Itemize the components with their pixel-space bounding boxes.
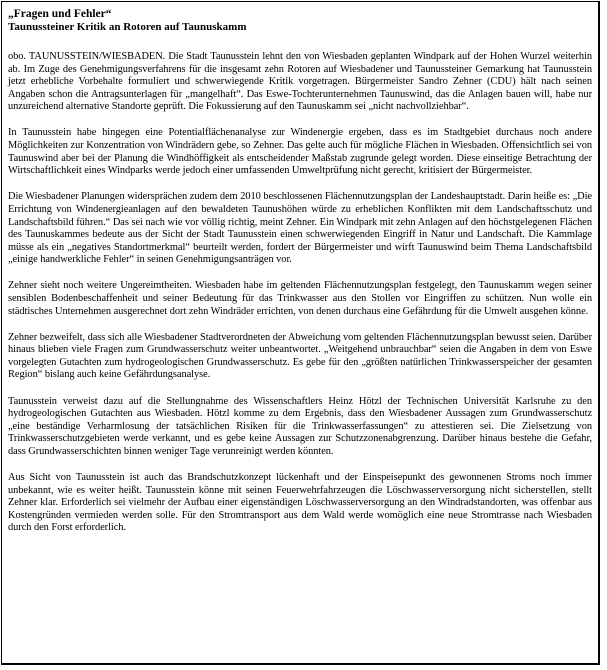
article-paragraph-7: Aus Sicht von Taunusstein ist auch das Brandschutzkonzept lückenhaft und der Einspeisepunkt des gewonnenen Stroms noch immer unbekannt, wie es weiter heißt. Taunusstein könne mit seinen Feuerwehrfahrzeugen die Löschwasserversorgung nicht sicherstellen, stellt Zehner klar. Erforderlich sei vielmehr der Aufbau einer eigenständigen Löschwasserversorgung an den Windradstandorten, was offenbar aus Kostengründen vermieden werden solle. Für den Stromtransport aus dem Wald werde womöglich eine neue Stromtrasse nach Wiesbaden durch den Forst erforderlich. bbox=[8, 472, 592, 534]
article-paragraph-5: Zehner bezweifelt, dass sich alle Wiesbadener Stadtverordneten der Abweichung vom geltenden Flächennutzungsplan bewusst seien. Darüber hinaus blieben viele Fragen zum Grundwasserschutz weiter unbeantwortet. „Weitgehend unbrauchbar“ seien die Angaben in dem von Eswe vorgelegten Gutachten zum hydrogeologischen Grundwasserschutz. Es gebe für den „größten natürlichen Trinkwasserspeicher der gesamten Region“ bislang auch keine Gefährdungsanalyse. bbox=[8, 331, 592, 381]
article-paragraph-6: Taunusstein verweist dazu auf die Stellungnahme des Wissenschaftlers Heinz Hötzl der Technischen Universität Karlsruhe zu den hydrogeologischen Gutachten aus Wiesbaden. Hötzl komme zu dem Ergebnis, dass den Wiesbadener Aussagen zum Grundwasserschutz „eine beständige Verharmlosung der tatsächlichen Risiken für die Trinkwasserfassungen“ zu attestieren sei. Die Zielsetzung von Trinkwasserschutzgebieten werde verkannt, und es gebe keine Aussagen zur Schutzzonenabgrenzung. Darüber hinaus bestehe die Gefahr, dass Grundwasserschichten binnen weniger Tage verunreinigt werden könnten. bbox=[8, 395, 592, 457]
article-paragraph-2: In Taunusstein habe hingegen eine Potentialflächenanalyse zur Windenergie ergeben, dass es im Stadtgebiet durchaus noch andere Möglichkeiten zur Konzentration von Windrädern gebe, so Zehner. Das gelte auch für mögliche Flächen in Wiesbaden. Offensichtlich sei von Taunuswind aber bei der Planung die Windhöffigkeit als entscheidender Maßstab zugrunde gelegt worden. Diese einseitige Betrachtung der Wirtschaftlichkeit eines Windparks werde jedoch einer umfassenden Umweltprüfung nicht gerecht, kritisiert der Bürgermeister. bbox=[8, 127, 592, 177]
article-title: „Fragen und Fehler“ bbox=[8, 8, 112, 20]
article-paragraph-4: Zehner sieht noch weitere Ungereimtheiten. Wiesbaden habe im geltenden Flächennutzungsplan festgelegt, den Taunuskamm wegen seiner sensiblen Bodenbeschaffenheit und seiner Bedeutung für das Trinkwasser aus den Stollen vor Eingriffen zu schützen. Nun wolle ein städtisches Unternehmen ausgerechnet dort zehn Windräder errichten, von denen durchaus eine Gefährdung für die Umwelt ausgehen könne. bbox=[8, 280, 592, 317]
article-paragraph-3: Die Wiesbadener Planungen widersprächen zudem dem 2010 beschlossenen Flächennutzungsplan der Landeshauptstadt. Darin heiße es: „Die Errichtung von Windenergieanlagen auf den bewaldeten Taunushöhen würde zu erheblichen Konflikten mit dem Landschaftsschutz und Landschaftsbild führen.“ Das sei nach wie vor völlig richtig, meint Zehner. Ein Windpark mit zehn Anlagen auf den höchstgelegenen Flächen des Taunuskammes bedeute aus der Sicht der Stadt Taunusstein einen schwerwiegenden Eingriff in Natur und Landschaft. Die Kammlage müsse als ein „negatives Standortmerkmal“ beurteilt werden, fordert der Bürgermeister und wirft Taunuswind beim Thema Landschaftsbild „einige handwerkliche Fehler“ in seinen Genehmigungsanträgen vor. bbox=[8, 191, 592, 266]
article-clipping bbox=[1, 1, 600, 665]
article-subtitle: Taunussteiner Kritik an Rotoren auf Taunuskamm bbox=[8, 21, 247, 33]
article-paragraph-1: obo. TAUNUSSTEIN/WIESBADEN. Die Stadt Taunusstein lehnt den von Wiesbaden geplanten Windpark auf der Hohen Wurzel weiterhin ab. Im Zuge des Genehmigungsverfahrens für die insgesamt zehn Rotoren auf Wiesbadener und Taunussteiner Gemarkung hat Taunusstein jetzt erhebliche Vorbehalte formuliert und schwerwiegende Kritik vorgetragen. Bürgermeister Sandro Zehner (CDU) hält nach seinen Angaben schon die Antragsunterlagen für „mangelhaft“. Das Eswe-Tochterunternehmen Taunuswind, das die Anlagen bauen will, habe nur unzureichend alternative Standorte geprüft. Die Fokussierung auf den Taunuskamm sei „nicht nachvollziehbar“. bbox=[8, 51, 592, 113]
